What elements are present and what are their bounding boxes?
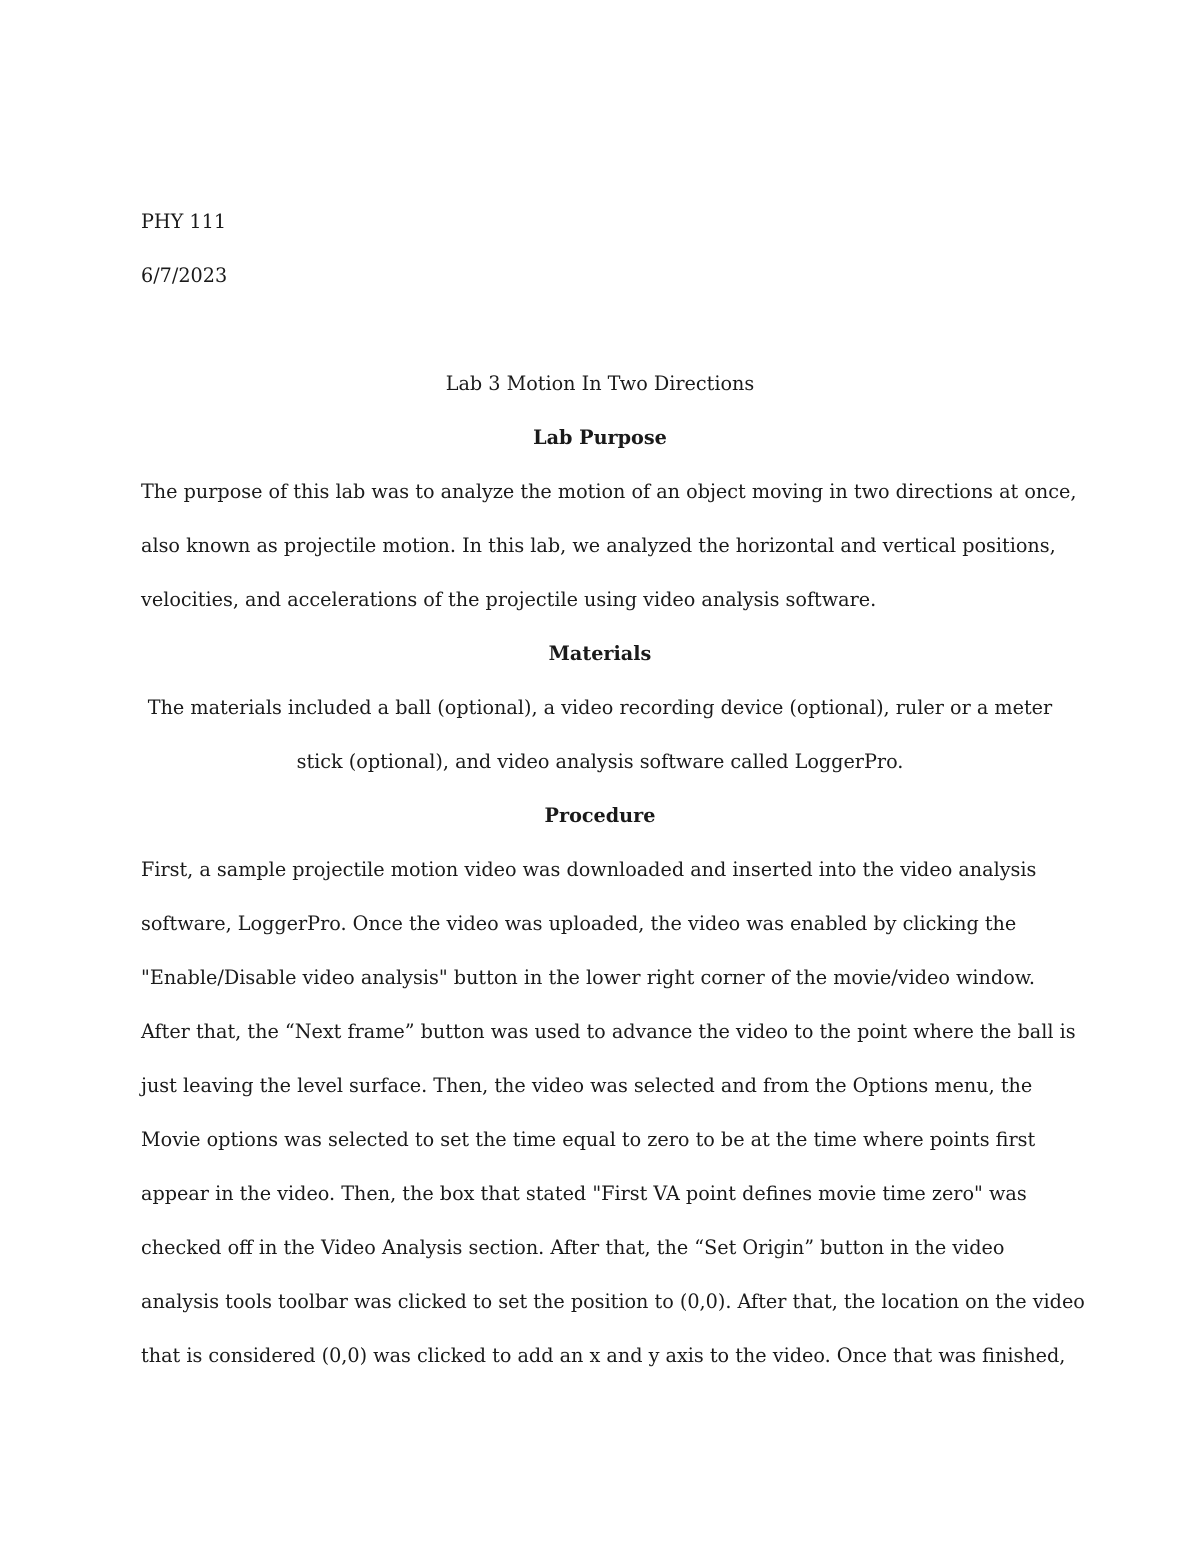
section-body-purpose xyxy=(141,465,1077,627)
document-date: 6/7/2023 xyxy=(141,264,228,287)
paragraph-line: "Enable/Disable video analysis" button in the lower right corner of the movie/video window. xyxy=(141,966,1035,989)
course-name: PHY 111 xyxy=(141,210,227,233)
paragraph-line: After that, the “Next frame” button was used to advance the video to the point where the ball is xyxy=(141,1020,1076,1043)
blank-line xyxy=(141,303,1059,357)
paragraph-line: analysis tools toolbar was clicked to set the position to (0,0). After that, the location on the video xyxy=(141,1290,1085,1313)
paragraph-line: stick (optional), and video analysis software called LoggerPro. xyxy=(296,750,904,773)
paragraph-line: The purpose of this lab was to analyze the motion of an object moving in two directions at once, xyxy=(141,480,1077,503)
section-body-procedure xyxy=(141,843,1085,1383)
section-heading-materials: Materials xyxy=(548,642,652,665)
paragraph-line: just leaving the level surface. Then, the video was selected and from the Options menu, the xyxy=(141,1074,1033,1097)
paragraph-line: that is considered (0,0) was clicked to add an x and y axis to the video. Once that was finished, xyxy=(141,1344,1066,1367)
paragraph-line: checked off in the Video Analysis section. After that, the “Set Origin” button in the video xyxy=(141,1236,1005,1259)
document-body xyxy=(141,195,1085,1383)
paragraph-line: First, a sample projectile motion video was downloaded and inserted into the video analysis xyxy=(141,858,1037,881)
paragraph-line: software, LoggerPro. Once the video was uploaded, the video was enabled by clicking the xyxy=(141,912,1017,935)
section-body-materials xyxy=(141,681,1059,789)
document-title: Lab 3 Motion In Two Directions xyxy=(445,372,755,395)
paragraph-line: velocities, and accelerations of the projectile using video analysis software. xyxy=(141,588,877,611)
paragraph-line: Movie options was selected to set the time equal to zero to be at the time where points first xyxy=(141,1128,1036,1151)
paragraph-line: The materials included a ball (optional), a video recording device (optional), ruler or a meter xyxy=(147,696,1053,719)
section-heading-purpose: Lab Purpose xyxy=(533,426,667,449)
section-heading-procedure: Procedure xyxy=(544,804,656,827)
paragraph-line: also known as projectile motion. In this lab, we analyzed the horizontal and vertical positions, xyxy=(141,534,1056,557)
paragraph-line: appear in the video. Then, the box that stated "First VA point defines movie time zero" was xyxy=(141,1182,1027,1205)
